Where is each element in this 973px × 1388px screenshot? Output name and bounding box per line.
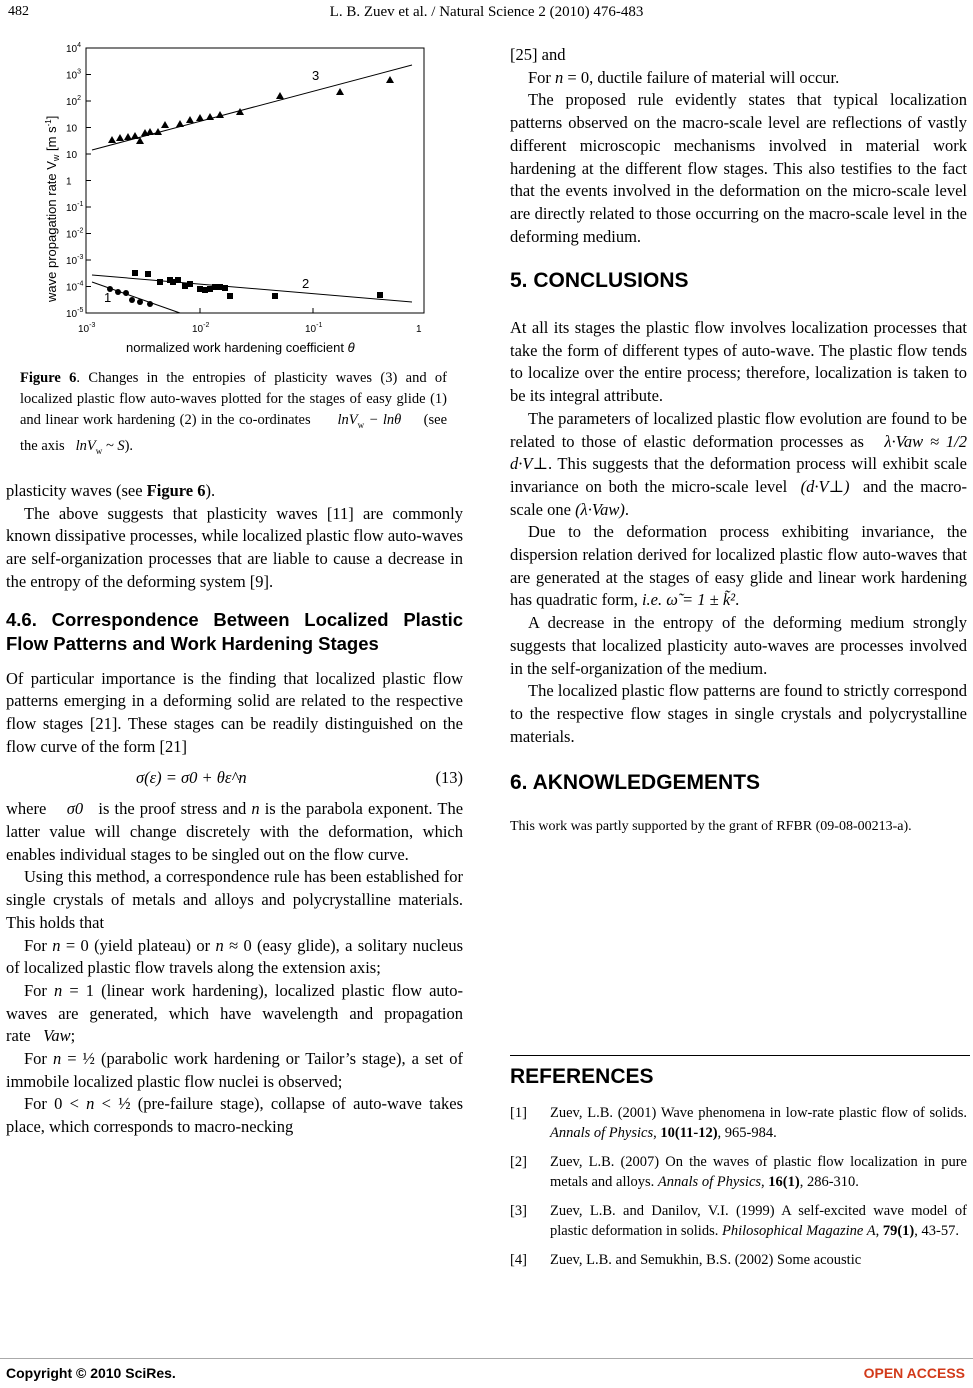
data-point-triangle (176, 120, 184, 127)
paragraph: For n = 1 (linear work hardening), localized plastic flow auto-waves are generated, which have wavelength and propagation rate Vaw; (6, 980, 463, 1046)
data-point-square (377, 292, 383, 298)
copyright-notice: Copyright © 2010 SciRes. (6, 1365, 176, 1381)
paragraph: A decrease in the entropy of the deforming medium strongly suggests that localized plasticity auto-waves are processes involved in the self-organization of the medium. (510, 613, 967, 678)
x-tick-label: 1 (416, 324, 422, 335)
x-tick-label: $10^{-1}$ (305, 322, 323, 335)
page-number: 482 (8, 4, 29, 19)
paragraph: At all its stages the plastic flow involves localization processes that take the form of different types of auto-wave. The plastic flow tends to localize over the entire process; therefore, localization is taken to be its integral attribute. (510, 318, 967, 406)
y-tick-label: 10 (66, 123, 78, 135)
y-tick-label: 1 (66, 176, 72, 188)
paragraph: Of particular importance is the finding that localized plastic flow patterns emerging in a deforming solid are related to the respective flow stages [21]. These stages can be readily distinguished on the flow curve of the form [21] (6, 668, 463, 756)
data-point-triangle (116, 134, 124, 141)
data-point-triangle (161, 121, 169, 128)
figure-caption: Figure 6. Changes in the entropies of plasticity waves (3) and of localized plastic flow auto-waves plotted for the stages of easy glide (1) and linear work hardening (2) in the co-ordinates lnV$_w$ − lnθ (see the axis lnV$_w$ ~ S). (20, 370, 447, 456)
open-access-label: OPEN ACCESS (863, 1365, 965, 1381)
data-point-square (132, 270, 138, 276)
left-column (6, 480, 463, 1139)
running-title: L. B. Zuev et al. / Natural Science 2 (2010) 476-483 (329, 4, 644, 20)
data-point-square (227, 293, 233, 299)
reference-item: [2] Zuev, L.B. (2007) On the waves of plastic flow localization in pure metals and alloys. Annals of Physics, 16(1), 286-310. (510, 1153, 967, 1191)
right-column (510, 44, 967, 836)
paragraph: The proposed rule evidently states that typical localization patterns observed on the macro-scale level are reflections of vastly different microscopic mechanisms involved in material work hardening at the different flow stages. This also testifies to the fact that the events involved in the deformation on the micro-scale level are directly related to those occurring on the macro-scale level in the deforming medium. (510, 90, 967, 246)
data-point-triangle (146, 128, 154, 135)
paragraph: The localized plastic flow patterns are found to strictly correspond to the respective flow stages in single crystals and polycrystalline materials. (510, 681, 967, 746)
data-point-triangle (386, 76, 394, 83)
data-point-triangle (196, 114, 204, 121)
y-tick-label: 10 (66, 150, 78, 161)
y-tick-label: $10^{-1}$ (66, 201, 84, 214)
y-tick-label: $10^2$ (66, 95, 82, 108)
paragraph: For 0 < n < ½ (pre-failure stage), collapse of auto-wave takes place, which corresponds to macro-necking (6, 1094, 463, 1137)
paragraph: Due to the deformation process exhibiting invariance, the dispersion relation derived for localized plastic flow auto-waves that are generated at the stages of easy glide and linear work hardening has quadratic form, i.e. ω̃ = 1 ± k̃². (510, 522, 967, 610)
data-point-triangle (216, 111, 224, 118)
y-axis-label: wave propagation rate $V_w$ [m $s^{-1}$] (44, 115, 61, 302)
data-point-triangle (276, 92, 284, 99)
reference-item: [1] Zuev, L.B. (2001) Wave phenomena in low-rate plastic flow of solids. Annals of Physics, 10(11-12), 965-984. (510, 1104, 967, 1142)
data-point-square (157, 279, 163, 285)
section-heading-5: 5. CONCLUSIONS (510, 269, 689, 293)
x-tick-label: $10^{-2}$ (192, 322, 210, 335)
paragraph: The parameters of localized plastic flow evolution are found to be related to those of elastic deformation processes as λ·Vaw ≈ 1/2 d·V⊥. This suggests that the deformation process will exhibit scale invariance on both the micro-scale level (d·V⊥) and the macro-scale one (λ·Vaw). (510, 408, 968, 519)
acknowledgement-text: This work was partly supported by the grant of RFBR (09-08-00213-a). (510, 819, 912, 835)
paragraph: plasticity waves (see Figure 6). (6, 481, 216, 500)
y-tick-label: $10^{-4}$ (66, 280, 84, 294)
paragraph: [25] and (510, 45, 566, 64)
data-point-square (222, 285, 228, 291)
data-point-circle (129, 297, 135, 303)
data-point-circle (147, 301, 153, 307)
x-tick-label: $10^{-3}$ (78, 322, 96, 335)
y-tick-label: $10^4$ (66, 42, 82, 55)
data-point-circle (137, 299, 143, 305)
curve-label-2: 2 (302, 276, 310, 291)
data-point-square (145, 271, 151, 277)
y-tick-label: $10^{-2}$ (66, 227, 84, 241)
curve-label-1: 1 (104, 290, 112, 305)
paragraph: For n = ½ (parabolic work hardening or Tailor’s stage), a set of immobile localized plastic flow nuclei is observed; (6, 1049, 464, 1091)
data-point-triangle (186, 116, 194, 123)
references-section (510, 1066, 967, 1278)
figure-6-chart (40, 40, 430, 360)
data-point-circle (123, 290, 129, 296)
section-divider (510, 1055, 970, 1056)
curve-label-3: 3 (312, 68, 320, 83)
data-point-triangle (131, 132, 139, 139)
data-point-square (187, 281, 193, 287)
y-tick-label: $10^{-3}$ (66, 254, 84, 267)
paragraph: For n = 0, ductile failure of material will occur. (528, 67, 840, 87)
reference-item: [3] Zuev, L.B. and Danilov, V.I. (1999) A self-excited wave model of plastic deformation in solids. Philosophical Magazine A, 79(1), 43-57. (510, 1202, 967, 1240)
section-heading-6: 6. AKNOWLEDGEMENTS (510, 771, 761, 795)
y-tick-label: $10^3$ (66, 68, 82, 82)
data-point-triangle (108, 136, 116, 143)
data-point-square (272, 293, 278, 299)
references-heading: REFERENCES (510, 1065, 654, 1088)
data-point-triangle (206, 113, 214, 120)
equation-13: σ(ε) = σ0 + θε^n (13) (136, 768, 463, 788)
data-point-triangle (336, 88, 344, 95)
data-point-square (175, 277, 181, 283)
x-axis-label: normalized work hardening coefficient θ (126, 340, 355, 355)
data-point-triangle (124, 133, 132, 140)
paragraph: where σ0 is the proof stress and n is the parabola exponent. The latter value will change discretely with the deformation, which enables individual stages to be singled out on the flow curve. (6, 799, 464, 864)
paragraph: Using this method, a correspondence rule has been established for single crystals of metals and alloys and polycrystalline materials. This holds that (6, 867, 463, 932)
paragraph: The above suggests that plasticity waves [11] are commonly known dissipative processes, while localized plastic flow auto-waves are self-organization processes that are liable to cause a decrease in the entropy of the deforming system [9]. (6, 503, 463, 591)
data-point-circle (115, 289, 121, 295)
footer-divider (0, 1358, 973, 1359)
reference-item: [4] Zuev, L.B. and Semukhin, B.S. (2002) Some acoustic (510, 1251, 862, 1268)
y-tick-label: $10^{-5}$ (66, 307, 84, 320)
section-heading-4-6: 4.6. Correspondence Between Localized Plastic Flow Patterns and Work Hardening Stages (6, 608, 463, 654)
paragraph: For n = 0 (yield plateau) or n ≈ 0 (easy glide), a solitary nucleus of localized plastic flow travels along the extension axis; (6, 935, 464, 978)
